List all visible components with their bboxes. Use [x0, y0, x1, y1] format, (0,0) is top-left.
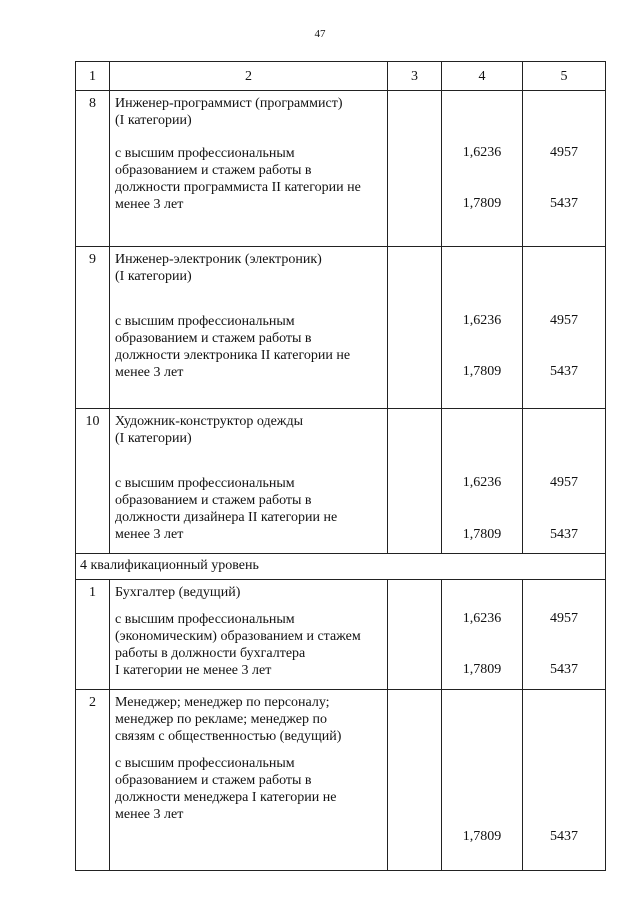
position-title-line: Художник-конструктор одежды [115, 414, 303, 429]
salary-cell [523, 247, 606, 409]
row-number: 8 [76, 91, 110, 247]
position-title-line: Инженер-электроник (электроник) [115, 252, 322, 267]
condition-line: должности менеджера I категории не [115, 790, 337, 805]
header-cell: 2 [110, 62, 388, 91]
condition-line: (экономическим) образованием и стажем [115, 629, 361, 644]
table-row [76, 247, 606, 409]
condition-line: с высшим профессиональным [115, 756, 295, 771]
header-cell: 4 [442, 62, 523, 91]
position-title-line: Инженер-программист (программист) [115, 96, 343, 111]
qualification-level-row [76, 554, 606, 580]
salary-value: 4957 [550, 475, 578, 490]
coefficient-value: 1,6236 [462, 145, 502, 160]
coefficient-value: 1,7809 [462, 829, 502, 844]
position-description [110, 247, 388, 409]
header-cell: 3 [388, 62, 442, 91]
table-row [76, 690, 606, 871]
condition-line: должности дизайнера II категории не [115, 510, 338, 525]
position-title-line: Менеджер; менеджер по персоналу; [115, 695, 330, 710]
condition-line: менее 3 лет [115, 365, 184, 380]
condition-line: менее 3 лет [115, 527, 184, 542]
table-row [76, 580, 606, 690]
position-description [110, 580, 388, 690]
table-row [76, 409, 606, 554]
empty-cell [388, 580, 442, 690]
row-number: 2 [76, 690, 110, 871]
coefficient-cell [442, 690, 523, 871]
salary-cell [523, 690, 606, 871]
coefficient-cell [442, 409, 523, 554]
position-title-line: связям с общественностью (ведущий) [115, 729, 342, 744]
page-number: 47 [314, 28, 326, 40]
coefficient-value: 1,6236 [462, 475, 502, 490]
coefficient-value: 1,7809 [462, 662, 502, 677]
header-cell: 5 [523, 62, 606, 91]
condition-line: образованием и стажем работы в [115, 331, 312, 346]
row-number: 1 [76, 580, 110, 690]
row-number: 9 [76, 247, 110, 409]
coefficient-value: 1,7809 [462, 364, 502, 379]
salary-value: 4957 [550, 611, 578, 626]
coefficient-cell [442, 580, 523, 690]
position-description [110, 690, 388, 871]
coefficient-value: 1,6236 [462, 313, 502, 328]
position-title-line: (I категории) [115, 269, 192, 284]
condition-line: менее 3 лет [115, 197, 184, 212]
condition-line: менее 3 лет [115, 807, 184, 822]
condition-line: образованием и стажем работы в [115, 163, 312, 178]
table-header-row [76, 62, 606, 91]
empty-cell [388, 409, 442, 554]
coefficient-value: 1,7809 [462, 196, 502, 211]
condition-line: должности программиста II категории не [115, 180, 361, 195]
header-cell: 1 [76, 62, 110, 91]
position-description [110, 91, 388, 247]
condition-line: работы в должности бухгалтера [115, 646, 306, 661]
position-description [110, 409, 388, 554]
salary-cell [523, 409, 606, 554]
position-title-line: (I категории) [115, 113, 192, 128]
salary-value: 5437 [550, 364, 578, 379]
salary-value: 4957 [550, 145, 578, 160]
condition-line: с высшим профессиональным [115, 314, 295, 329]
empty-cell [388, 247, 442, 409]
condition-line: должности электроника II категории не [115, 348, 351, 363]
condition-line: образованием и стажем работы в [115, 493, 312, 508]
salary-value: 5437 [550, 829, 578, 844]
position-title-line: менеджер по рекламе; менеджер по [115, 712, 328, 727]
salary-value: 5437 [550, 527, 578, 542]
tariff-table [75, 61, 606, 871]
coefficient-value: 1,7809 [462, 527, 502, 542]
condition-line: с высшим профессиональным [115, 612, 295, 627]
coefficient-cell [442, 91, 523, 247]
condition-line: I категории не менее 3 лет [115, 663, 272, 678]
coefficient-cell [442, 247, 523, 409]
qualification-level-label: 4 квалификационный уровень [76, 554, 606, 580]
salary-cell [523, 91, 606, 247]
empty-cell [388, 91, 442, 247]
position-title-line: Бухгалтер (ведущий) [115, 585, 241, 600]
salary-value: 4957 [550, 313, 578, 328]
salary-cell [523, 580, 606, 690]
coefficient-value: 1,6236 [462, 611, 502, 626]
row-number: 10 [76, 409, 110, 554]
table-row [76, 91, 606, 247]
salary-value: 5437 [550, 196, 578, 211]
condition-line: с высшим профессиональным [115, 476, 295, 491]
position-title-line: (I категории) [115, 431, 192, 446]
condition-line: образованием и стажем работы в [115, 773, 312, 788]
salary-value: 5437 [550, 662, 578, 677]
condition-line: с высшим профессиональным [115, 146, 295, 161]
empty-cell [388, 690, 442, 871]
